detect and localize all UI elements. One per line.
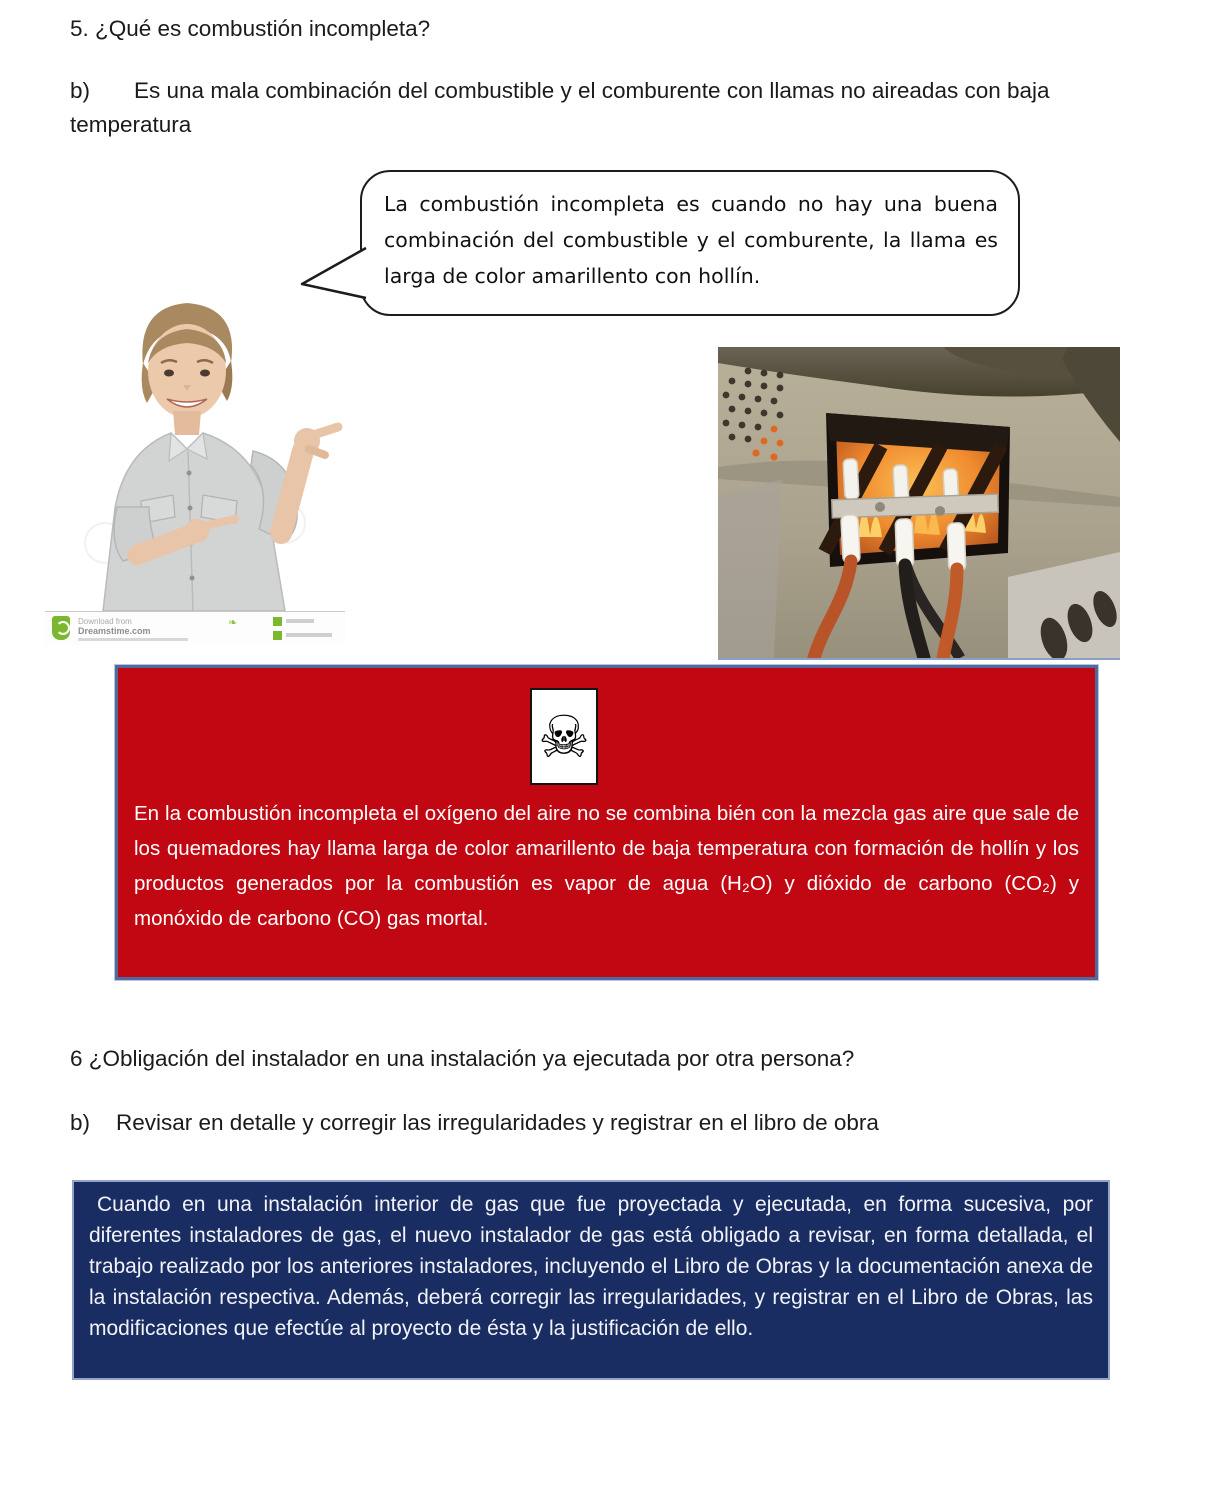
watermark-fineprint-bar [78, 638, 188, 641]
skull-glyph: ☠ [538, 702, 590, 771]
question-5-title: 5. ¿Qué es combustión incompleta? [70, 16, 431, 41]
speech-bubble [360, 170, 1020, 316]
info-box [72, 1180, 1110, 1380]
burner-illustration [718, 347, 1120, 658]
question-6-answer [70, 1106, 1160, 1140]
woman-pointing-photo [45, 293, 345, 645]
watermark-license-icon [273, 631, 282, 640]
answer-label: b) [70, 1110, 91, 1135]
stock-photo-watermark [45, 611, 345, 645]
watermark-license-bar [286, 633, 332, 637]
watermark-line2: Dreamstime.com [78, 626, 151, 636]
watermark-id-bar [286, 619, 314, 623]
watermark-id-icon [273, 617, 282, 626]
question-6-title: 6 ¿Obligación del instalador en una instalación ya ejecutada por otra persona? [70, 1046, 855, 1071]
danger-box-text: En la combustión incompleta el oxígeno del aire no se combina bién con la mezcla gas aire que sale de los quemadores hay llama larga de color amarillento de baja temperatura con formación de hollín y los productos generados por la combustión es vapor de agua (H₂O) y dióxido de carbono (CO₂) y monóxido de carbono (CO) gas mortal. [134, 802, 1079, 930]
skull-crossbones-icon [530, 688, 598, 785]
speech-bubble-text: La combustión incompleta es cuando no hay una buena combinación del combustible y el comburente, la llama es larga de color amarillento con hollín. [384, 192, 998, 288]
watermark-line1: Download from [78, 617, 132, 626]
answer-text: Revisar en detalle y corregir las irregularidades y registrar en el libro de obra [116, 1110, 879, 1135]
speech-bubble-tail [296, 244, 368, 306]
dreamstime-shield-icon [52, 616, 70, 640]
burner-flame-photo [718, 347, 1120, 660]
answer-label: b) [70, 78, 91, 103]
answer-text: Es una mala combinación del combustible y el comburente con llamas no aireadas con baja temperatura [70, 78, 1050, 137]
woman-pointing-illustration [45, 293, 345, 611]
info-box-text: Cuando en una instalación interior de gas que fue proyectada y ejecutada, en forma sucesiva, por diferentes instaladores de gas, el nuevo instalador de gas está obligado a revisar, en forma detallada, el trabajo realizado por los anteriores instaladores, incluyendo el Libro de Obras y la documentación anexa de la instalación respectiva. Además, deberá corregir las irregularidades, y registrar en el Libro de Obras, las modificaciones que efectúe al proyecto de ésta y la justificación de ello. [89, 1193, 1093, 1340]
leaf-mark-icon: ❧ [228, 617, 238, 629]
danger-box [115, 665, 1098, 980]
question-5-answer [70, 74, 1145, 142]
